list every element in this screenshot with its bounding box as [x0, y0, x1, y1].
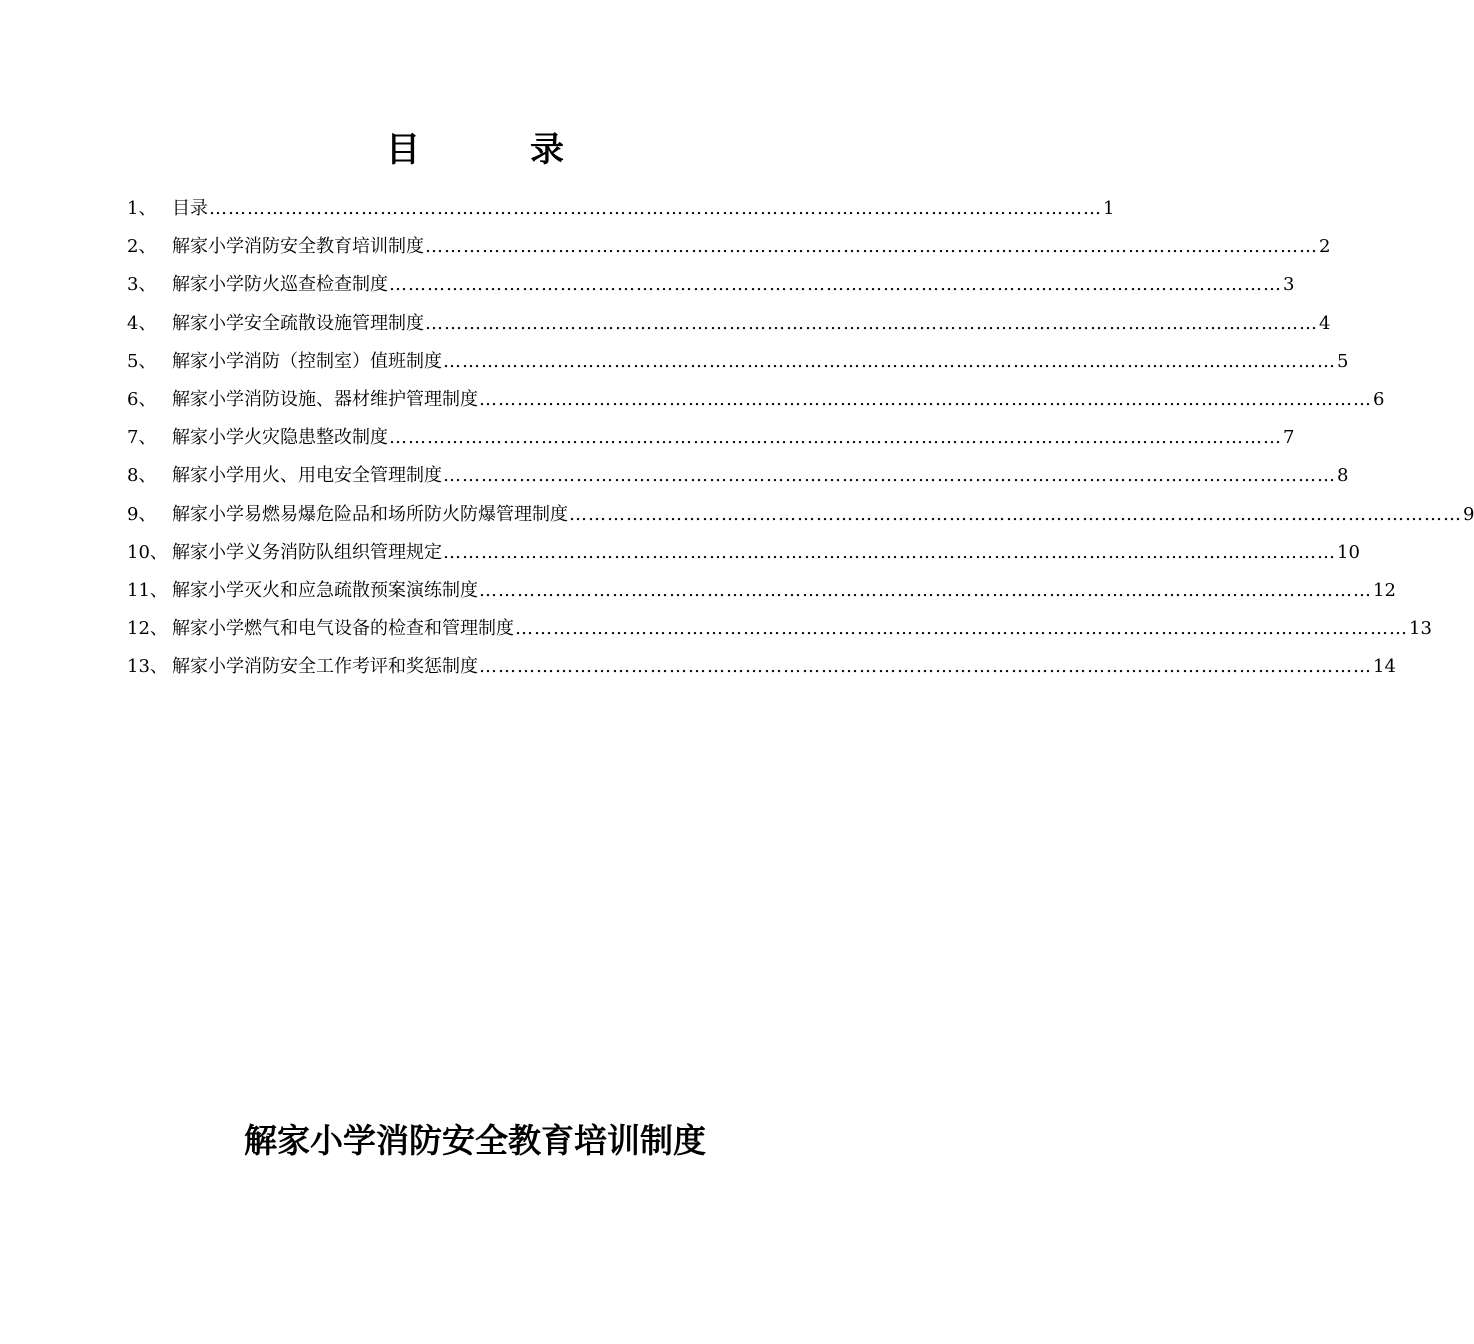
toc-leader-dots: ……………………………………………………………………………………………………………………………	[443, 350, 1336, 372]
toc-item-number: 7、	[127, 427, 157, 449]
toc-item-label: 目录	[172, 198, 208, 219]
toc-item-number: 5、	[127, 350, 157, 372]
toc-item[interactable]	[127, 496, 1474, 534]
toc-item-number: 10、	[127, 541, 168, 563]
toc-item-label: 解家小学消防设施、器材维护管理制度	[172, 388, 478, 410]
toc-item-page: 10	[1337, 541, 1360, 563]
toc-item[interactable]	[127, 419, 1295, 457]
toc-item-number: 9、	[127, 503, 157, 525]
toc-item-number: 1、	[127, 198, 157, 219]
toc-item-number: 3、	[127, 274, 157, 296]
toc-item-page: 2	[1319, 236, 1331, 258]
toc-title-right: 录	[530, 130, 564, 170]
toc-item-page: 8	[1337, 465, 1349, 487]
toc-item[interactable]	[127, 381, 1385, 419]
toc-item-page: 5	[1337, 350, 1349, 372]
toc-item-label: 解家小学火灾隐患整改制度	[172, 427, 388, 449]
toc-item-page: 14	[1373, 656, 1396, 678]
toc-item-label: 解家小学安全疏散设施管理制度	[172, 312, 424, 334]
toc-item-page: 3	[1283, 274, 1295, 296]
toc-item-page: 13	[1409, 618, 1432, 640]
toc-item-page: 1	[1103, 198, 1115, 219]
toc-item-number: 8、	[127, 465, 157, 487]
toc-item-label: 解家小学消防安全工作考评和奖惩制度	[172, 656, 478, 678]
toc-item-label: 解家小学防火巡查检查制度	[172, 274, 388, 296]
toc-leader-dots: ……………………………………………………………………………………………………………………………	[425, 312, 1318, 334]
toc-item-label: 解家小学消防安全教育培训制度	[172, 236, 424, 258]
toc-item-page: 9	[1463, 503, 1474, 525]
toc-leader-dots: ……………………………………………………………………………………………………………………………	[479, 388, 1372, 410]
section-heading: 解家小学消防安全教育培训制度	[244, 1121, 706, 1160]
toc-leader-dots: ……………………………………………………………………………………………………………………………	[515, 618, 1408, 640]
toc-leader-dots: ……………………………………………………………………………………………………………………………	[443, 465, 1336, 487]
toc-item-label: 解家小学用火、用电安全管理制度	[172, 465, 442, 487]
toc-item-label: 解家小学燃气和电气设备的检查和管理制度	[172, 618, 514, 640]
toc-item-page: 7	[1283, 427, 1295, 449]
toc-item[interactable]	[127, 190, 1115, 228]
toc-item[interactable]	[127, 457, 1349, 495]
toc-item[interactable]	[127, 266, 1295, 304]
toc-item[interactable]	[127, 648, 1396, 686]
toc-list	[127, 190, 1474, 686]
toc-item[interactable]	[127, 534, 1360, 572]
toc-item[interactable]	[127, 343, 1349, 381]
toc-title	[0, 128, 950, 172]
toc-item-label: 解家小学灭火和应急疏散预案演练制度	[172, 579, 478, 601]
toc-leader-dots: ……………………………………………………………………………………………………………………………	[389, 274, 1282, 296]
toc-item-number: 2、	[127, 236, 157, 258]
toc-leader-dots: ……………………………………………………………………………………………………………………………	[389, 427, 1282, 449]
toc-item-number: 6、	[127, 388, 157, 410]
toc-item[interactable]	[127, 572, 1396, 610]
toc-item-label: 解家小学消防（控制室）值班制度	[172, 350, 442, 372]
toc-item-number: 11、	[127, 579, 168, 601]
toc-leader-dots: ……………………………………………………………………………………………………………………………	[425, 236, 1318, 258]
toc-leader-dots: ……………………………………………………………………………………………………………………………	[443, 541, 1336, 563]
toc-item[interactable]	[127, 610, 1432, 648]
toc-item[interactable]	[127, 228, 1331, 266]
toc-item-page: 6	[1373, 388, 1385, 410]
toc-item-label: 解家小学易燃易爆危险品和场所防火防爆管理制度	[172, 503, 568, 525]
toc-item-page: 4	[1319, 312, 1331, 334]
toc-item-number: 4、	[127, 312, 157, 334]
toc-item-number: 12、	[127, 618, 168, 640]
toc-leader-dots: ……………………………………………………………………………………………………………………………	[209, 198, 1102, 219]
toc-title-left: 目	[386, 130, 420, 170]
toc-leader-dots: ……………………………………………………………………………………………………………………………	[479, 656, 1372, 678]
toc-item-page: 12	[1373, 579, 1396, 601]
toc-item-number: 13、	[127, 656, 168, 678]
toc-leader-dots: ……………………………………………………………………………………………………………………………	[479, 579, 1372, 601]
toc-leader-dots: ……………………………………………………………………………………………………………………………	[569, 503, 1462, 525]
toc-item-label: 解家小学义务消防队组织管理规定	[172, 541, 442, 563]
toc-item[interactable]	[127, 305, 1331, 343]
